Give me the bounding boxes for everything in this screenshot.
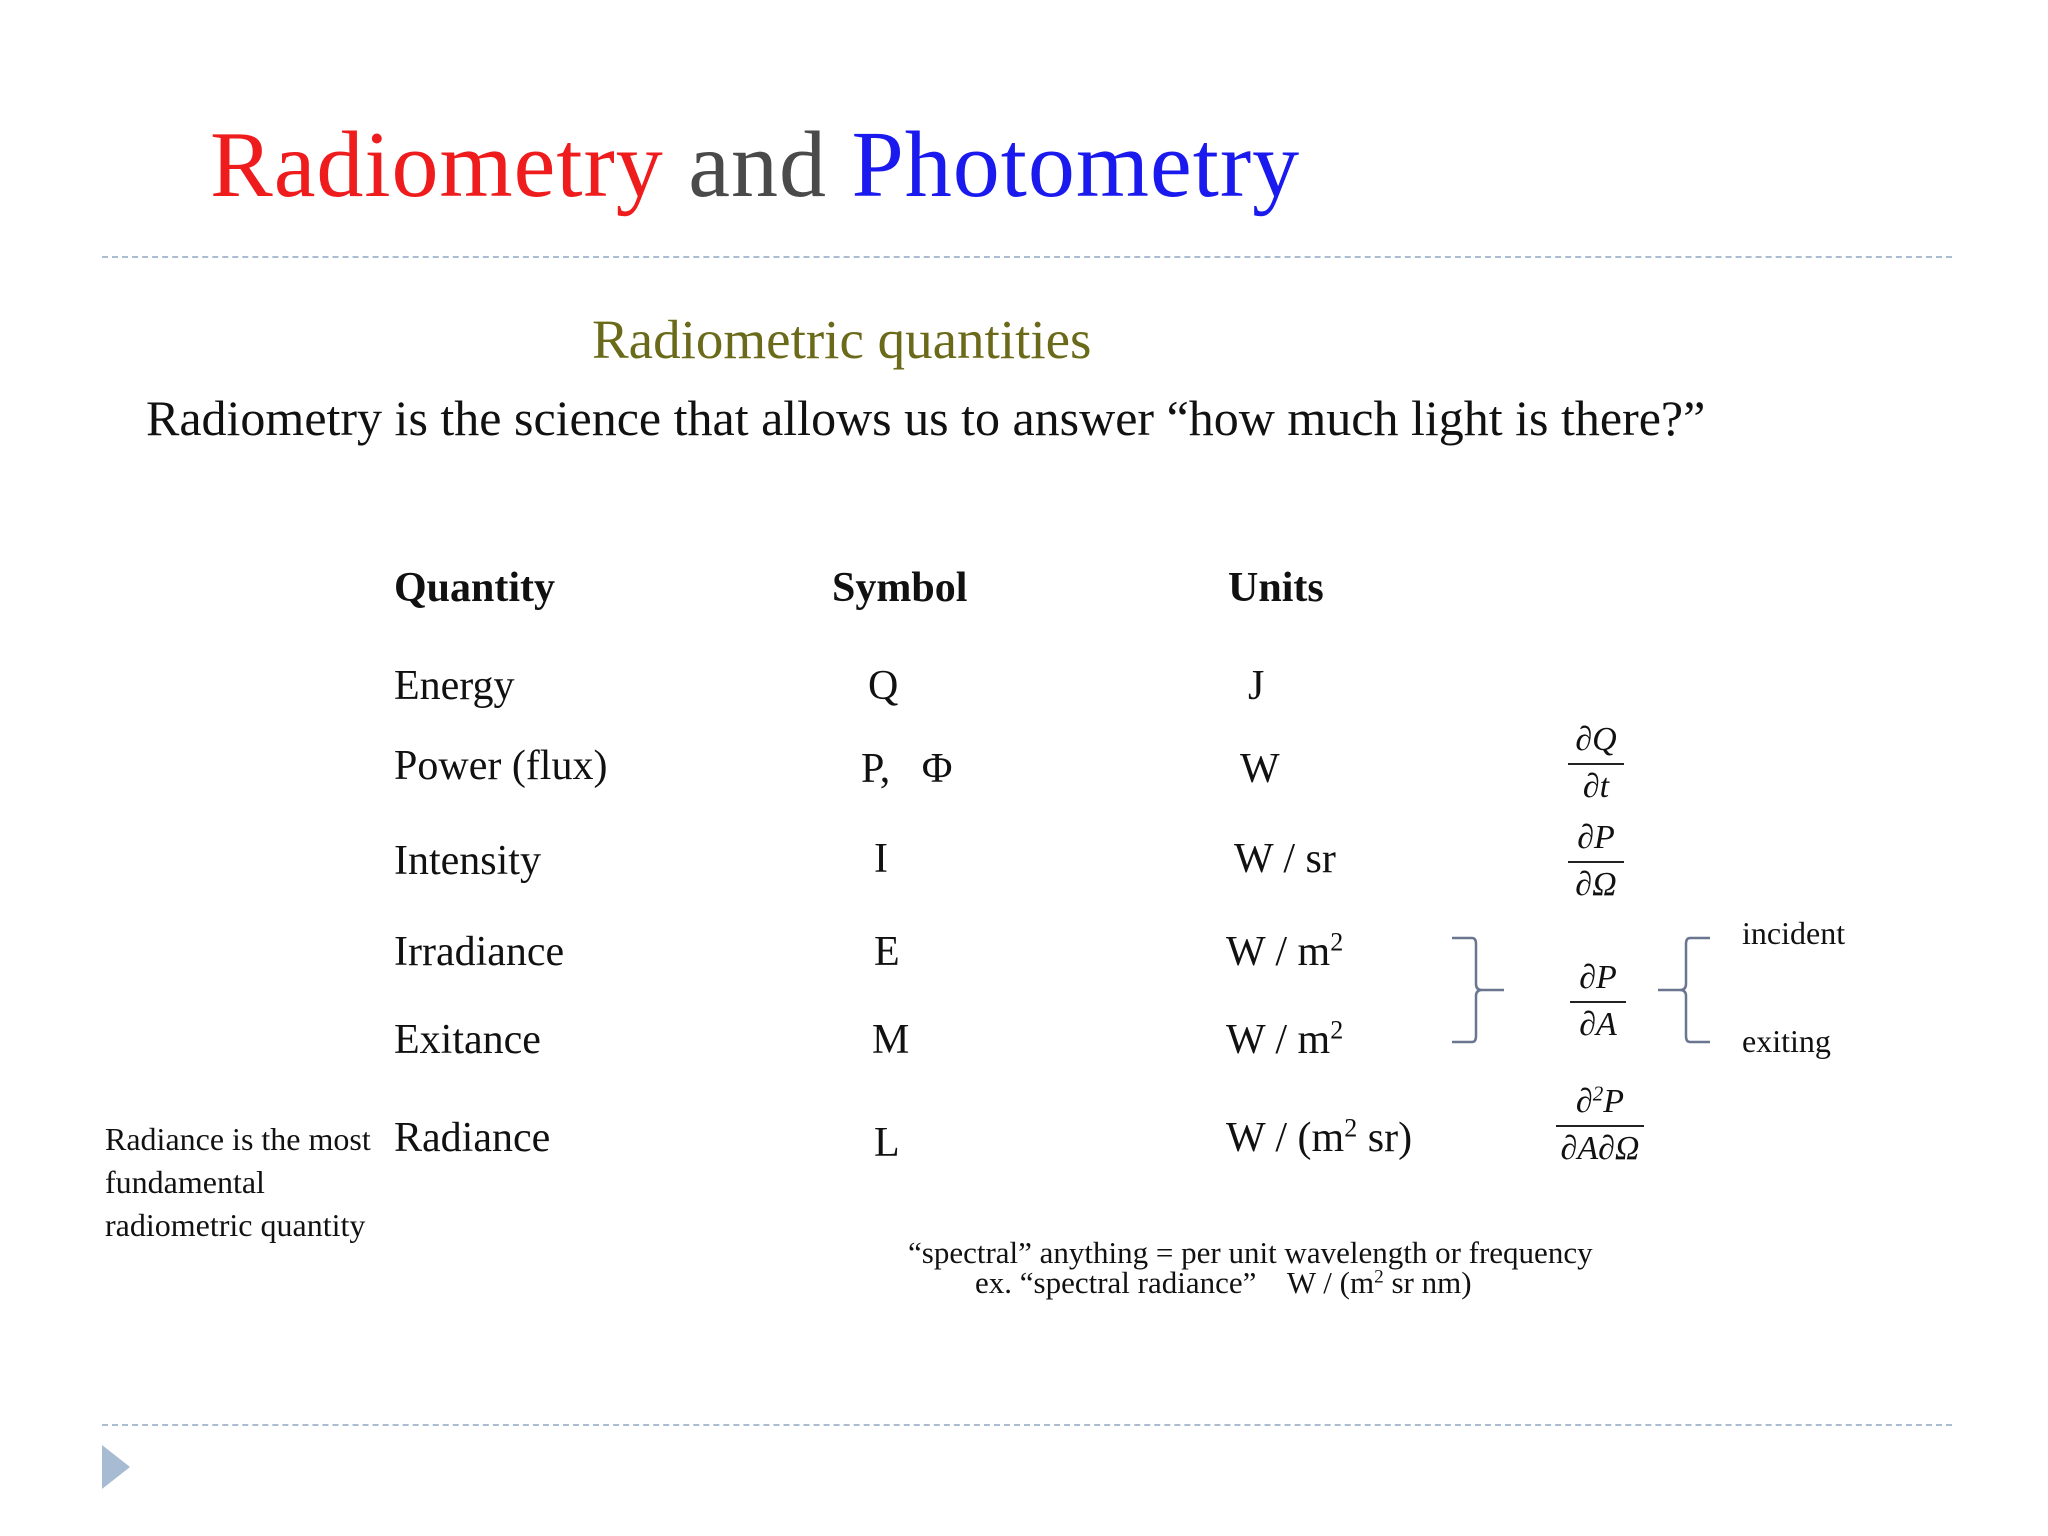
subheading: Radiometric quantities: [592, 309, 1092, 370]
units-radiance: W / ($m^2$ sr): [1226, 1113, 1413, 1161]
quantity-radiance: Radiance: [394, 1115, 551, 1161]
slide-title: [210, 113, 1301, 217]
symbol-radiance: L: [874, 1120, 900, 1166]
symbol-exitance: M: [872, 1017, 910, 1063]
symbol-energy: Q: [868, 663, 899, 709]
units-intensity: W / sr: [1234, 836, 1336, 882]
derivative-area: ∂P ∂A: [1570, 960, 1626, 1043]
label-exiting: exiting: [1742, 1023, 1831, 1059]
units-energy: J: [1248, 663, 1265, 709]
derivative-intensity: ∂P ∂Ω: [1568, 820, 1624, 903]
bottom-divider: [102, 1424, 1952, 1426]
quantity-irradiance: Irradiance: [394, 929, 565, 975]
label-incident: incident: [1742, 915, 1846, 951]
quantity-intensity: Intensity: [394, 838, 541, 884]
triangle-right-icon[interactable]: [102, 1445, 130, 1489]
header-symbol: Symbol: [832, 565, 968, 611]
spectral-note-line1: “spectral” anything = per unit wavelength or frequency: [908, 1235, 1593, 1270]
radiance-side-note: Radiance is the most fundamental radiometric quantity: [105, 1121, 371, 1243]
quantity-energy: Energy: [394, 663, 515, 709]
symbol-power: P, Φ: [861, 746, 953, 792]
intro-text: Radiometry is the science that allows us to answer “how much light is there?”: [146, 390, 1706, 446]
quantity-exitance: Exitance: [394, 1017, 541, 1063]
units-exitance: W / $m^2$: [1226, 1015, 1344, 1063]
title-word-and: and: [688, 113, 828, 217]
spectral-note-line2: ex. “spectral radiance” W / ($m^2$ sr nm): [975, 1265, 1472, 1300]
top-divider: [102, 256, 1952, 258]
header-quantity: Quantity: [394, 565, 556, 611]
units-irradiance: W / $m^2$: [1226, 927, 1344, 975]
left-brace-icon: [1654, 936, 1714, 1046]
derivative-power: ∂Q ∂t: [1568, 722, 1624, 805]
symbol-irradiance: E: [874, 929, 900, 975]
right-brace-icon: [1448, 936, 1508, 1046]
symbol-intensity: I: [874, 836, 888, 882]
header-units: Units: [1228, 565, 1324, 611]
units-power: W: [1240, 746, 1280, 792]
title-word-photometry: Photometry: [851, 113, 1301, 217]
quantity-power: Power (flux): [394, 743, 608, 789]
title-word-radiometry: Radiometry: [210, 113, 664, 217]
derivative-radiance: ∂$^2$P ∂A∂Ω: [1556, 1084, 1644, 1167]
